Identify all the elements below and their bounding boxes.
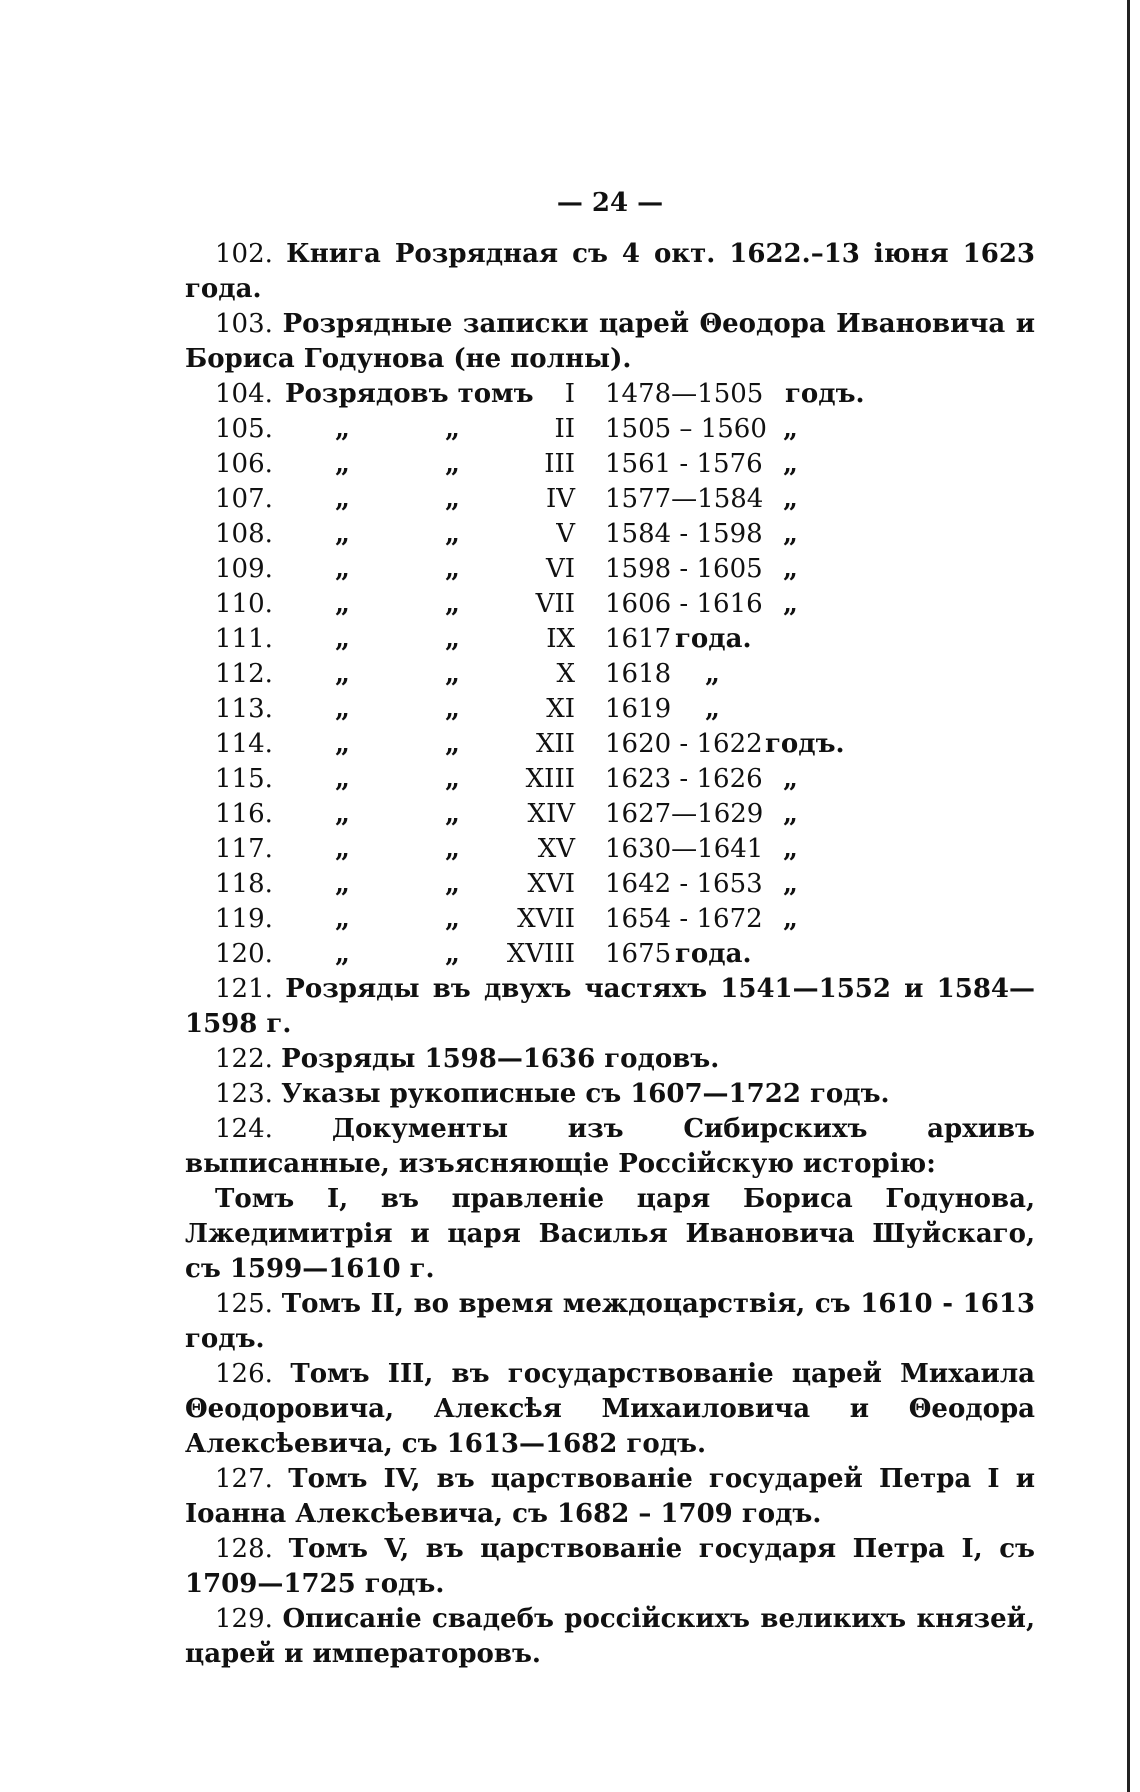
volume-years: 1577—1584 (605, 484, 764, 514)
volume-years: 1627—1629 (605, 799, 764, 829)
entry-125 (185, 1287, 1035, 1357)
ditto-mark: „ (335, 554, 350, 584)
volume-years: 1619 (605, 694, 672, 724)
entry-text: Томъ V, въ царствованіе государя Петра I, съ 1709—1725 годъ. (185, 1534, 1036, 1599)
entry-number: 121. (215, 974, 273, 1004)
entry-number: 115. (215, 764, 273, 794)
ditto-mark: „ (335, 414, 350, 444)
ditto-mark: „ (335, 729, 350, 759)
volume-unit: года. (675, 939, 752, 969)
volume-row-117 (185, 832, 1035, 867)
volume-row-105 (185, 412, 1035, 447)
entry-number: 107. (215, 484, 273, 514)
ditto-mark: „ (445, 519, 460, 549)
entry-text: Томъ III, въ государствованіе царей Михаила Θеодоровича, Алексѣя Михаиловича и Θеодора Алексѣевича, съ 1613—1682 годъ. (185, 1359, 1036, 1459)
ditto-mark: „ (335, 484, 350, 514)
ditto-mark: „ (445, 659, 460, 689)
entry-number: 106. (215, 449, 273, 479)
entry-123 (185, 1077, 1035, 1112)
entry-text: Книга Розрядная съ 4 окт. 1622.–13 іюня 1623 года. (185, 239, 1036, 304)
volume-roman: IV (545, 484, 575, 514)
entry-128 (185, 1532, 1035, 1602)
volume-unit: „ (783, 799, 798, 829)
volume-roman: XII (535, 729, 575, 759)
entry-number: 119. (215, 904, 273, 934)
ditto-mark: „ (335, 764, 350, 794)
volume-roman: XIV (527, 799, 575, 829)
page-edge-line (1127, 0, 1130, 1792)
volume-unit: „ (783, 414, 798, 444)
volume-unit: „ (783, 519, 798, 549)
volume-years: 1617 (605, 624, 672, 654)
volume-unit: „ (783, 589, 798, 619)
volume-roman: XV (537, 834, 575, 864)
entry-number: 108. (215, 519, 273, 549)
volume-years: 1584 - 1598 (605, 519, 763, 549)
volume-years: 1620 - 1622 (605, 729, 763, 759)
entry-number: 125. (215, 1289, 273, 1319)
volume-row-120 (185, 937, 1035, 972)
volume-unit: „ (783, 869, 798, 899)
page-number: — 24 — (556, 188, 664, 218)
volume-roman: I (564, 379, 575, 409)
entry-102 (185, 237, 1035, 307)
volume-unit: „ (783, 764, 798, 794)
entry-121 (185, 972, 1035, 1042)
entry-122 (185, 1042, 1035, 1077)
volume-unit: „ (705, 659, 720, 689)
volume-roman: XIII (525, 764, 575, 794)
ditto-mark: „ (445, 414, 460, 444)
volume-years: 1623 - 1626 (605, 764, 763, 794)
ditto-mark: „ (445, 939, 460, 969)
entry-124 (185, 1112, 1035, 1182)
ditto-mark: „ (445, 904, 460, 934)
entry-number: 105. (215, 414, 273, 444)
ditto-mark: „ (335, 799, 350, 829)
entry-text: Томъ IV, въ царствованіе государей Петра I и Іоанна Алексѣевича, съ 1682 – 1709 годъ. (185, 1464, 1035, 1529)
entry-number: 109. (215, 554, 273, 584)
volume-row-109 (185, 552, 1035, 587)
volume-list (185, 377, 1035, 972)
entry-number: 124. (215, 1114, 273, 1144)
entry-number: 110. (215, 589, 273, 619)
entry-129 (185, 1602, 1035, 1672)
ditto-mark: „ (335, 869, 350, 899)
entry-text: Розряды въ двухъ частяхъ 1541—1552 и 1584—1598 г. (185, 974, 1036, 1039)
ditto-mark: „ (445, 834, 460, 864)
volume-roman: XVI (527, 869, 575, 899)
entry-number: 122. (215, 1044, 273, 1074)
volume-roman: XVIII (506, 939, 575, 969)
volume-roman: XVII (517, 904, 575, 934)
entry-number: 113. (215, 694, 273, 724)
entry-number: 129. (215, 1604, 273, 1634)
entry-number: 104. (215, 379, 273, 409)
volume-roman: V (556, 519, 575, 549)
ditto-mark: „ (335, 694, 350, 724)
volume-years: 1618 (605, 659, 672, 689)
entry-text: Розрядные записки царей Θеодора Ивановича и Бориса Годунова (не полны). (185, 309, 1035, 374)
volume-row-111 (185, 622, 1035, 657)
volume-roman: VI (545, 554, 575, 584)
entry-126 (185, 1357, 1035, 1462)
entry-text: Розряды 1598—1636 годовъ. (281, 1044, 720, 1074)
entry-number: 112. (215, 659, 273, 689)
volume-row-108 (185, 517, 1035, 552)
volume-years: 1478—1505 (605, 379, 764, 409)
volume-row-114 (185, 727, 1035, 762)
volume-years: 1630—1641 (605, 834, 764, 864)
entry-number: 127. (215, 1464, 273, 1494)
volume-years: 1675 (605, 939, 672, 969)
ditto-mark: „ (335, 939, 350, 969)
ditto-mark: „ (445, 869, 460, 899)
volume-roman: II (554, 414, 575, 444)
ditto-mark: „ (445, 799, 460, 829)
volume-unit: „ (705, 694, 720, 724)
volume-years: 1654 - 1672 (605, 904, 763, 934)
volume-row-110 (185, 587, 1035, 622)
ditto-mark: „ (445, 449, 460, 479)
ditto-mark: „ (445, 694, 460, 724)
volume-unit: „ (783, 554, 798, 584)
entry-number: 126. (215, 1359, 273, 1389)
ditto-mark: „ (335, 449, 350, 479)
entry-number: 123. (215, 1079, 273, 1109)
volume-row-116 (185, 797, 1035, 832)
volume-title: Розрядовъ томъ (285, 379, 534, 409)
ditto-mark: „ (335, 589, 350, 619)
entry-number: 120. (215, 939, 273, 969)
volume-row-106 (185, 447, 1035, 482)
ditto-mark: „ (335, 519, 350, 549)
ditto-mark: „ (335, 624, 350, 654)
entry-text: Томъ II, во время междоцарствія, съ 1610 - 1613 годъ. (185, 1289, 1036, 1354)
volume-unit: года. (675, 624, 752, 654)
entry-number: 116. (215, 799, 273, 829)
ditto-mark: „ (335, 834, 350, 864)
ditto-mark: „ (335, 904, 350, 934)
volume-years: 1606 - 1616 (605, 589, 763, 619)
entry-number: 117. (215, 834, 273, 864)
entry-text: Документы изъ Сибирскихъ архивъ выписанные, изъясняющіе Россійскую исторію: (185, 1114, 1035, 1179)
entry-text: Указы рукописные съ 1607—1722 годъ. (281, 1079, 890, 1109)
ditto-mark: „ (335, 659, 350, 689)
entry-number: 111. (215, 624, 273, 654)
volume-years: 1505 – 1560 (605, 414, 767, 444)
volume-unit: „ (783, 484, 798, 514)
volume-unit: „ (783, 449, 798, 479)
ditto-mark: „ (445, 624, 460, 654)
volume-roman: IX (546, 624, 575, 654)
volume-years: 1642 - 1653 (605, 869, 763, 899)
volume-roman: X (556, 659, 575, 689)
volume-unit: „ (783, 834, 798, 864)
ditto-mark: „ (445, 484, 460, 514)
volume-row-119 (185, 902, 1035, 937)
ditto-mark: „ (445, 589, 460, 619)
ditto-mark: „ (445, 554, 460, 584)
volume-row-115 (185, 762, 1035, 797)
volume-roman: VII (535, 589, 575, 619)
entry-number: 102. (215, 239, 273, 269)
volume-row-107 (185, 482, 1035, 517)
document-page (185, 186, 1035, 1672)
entry-103 (185, 307, 1035, 377)
volume-unit: годъ. (765, 729, 845, 759)
entry-number: 118. (215, 869, 273, 899)
entry-124-volume-1: Томъ I, въ правленіе царя Бориса Годунова, Лжедимитрія и царя Василья Ивановича Шуйскаго, съ 1599—1610 г. (185, 1184, 1035, 1284)
volume-years: 1561 - 1576 (605, 449, 763, 479)
volume-years: 1598 - 1605 (605, 554, 763, 584)
entry-number: 128. (215, 1534, 273, 1564)
entry-number: 103. (215, 309, 273, 339)
ditto-mark: „ (445, 764, 460, 794)
volume-row-113 (185, 692, 1035, 727)
volume-unit: годъ. (785, 379, 865, 409)
volume-unit: „ (783, 904, 798, 934)
ditto-mark: „ (445, 729, 460, 759)
volume-row-118 (185, 867, 1035, 902)
volume-row-104 (185, 377, 1035, 412)
entry-text: Описаніе свадебъ россійскихъ великихъ князей, царей и императоровъ. (185, 1604, 1036, 1669)
entry-127 (185, 1462, 1035, 1532)
volume-roman: XI (546, 694, 575, 724)
volume-row-112 (185, 657, 1035, 692)
entry-number: 114. (215, 729, 273, 759)
volume-roman: III (544, 449, 575, 479)
